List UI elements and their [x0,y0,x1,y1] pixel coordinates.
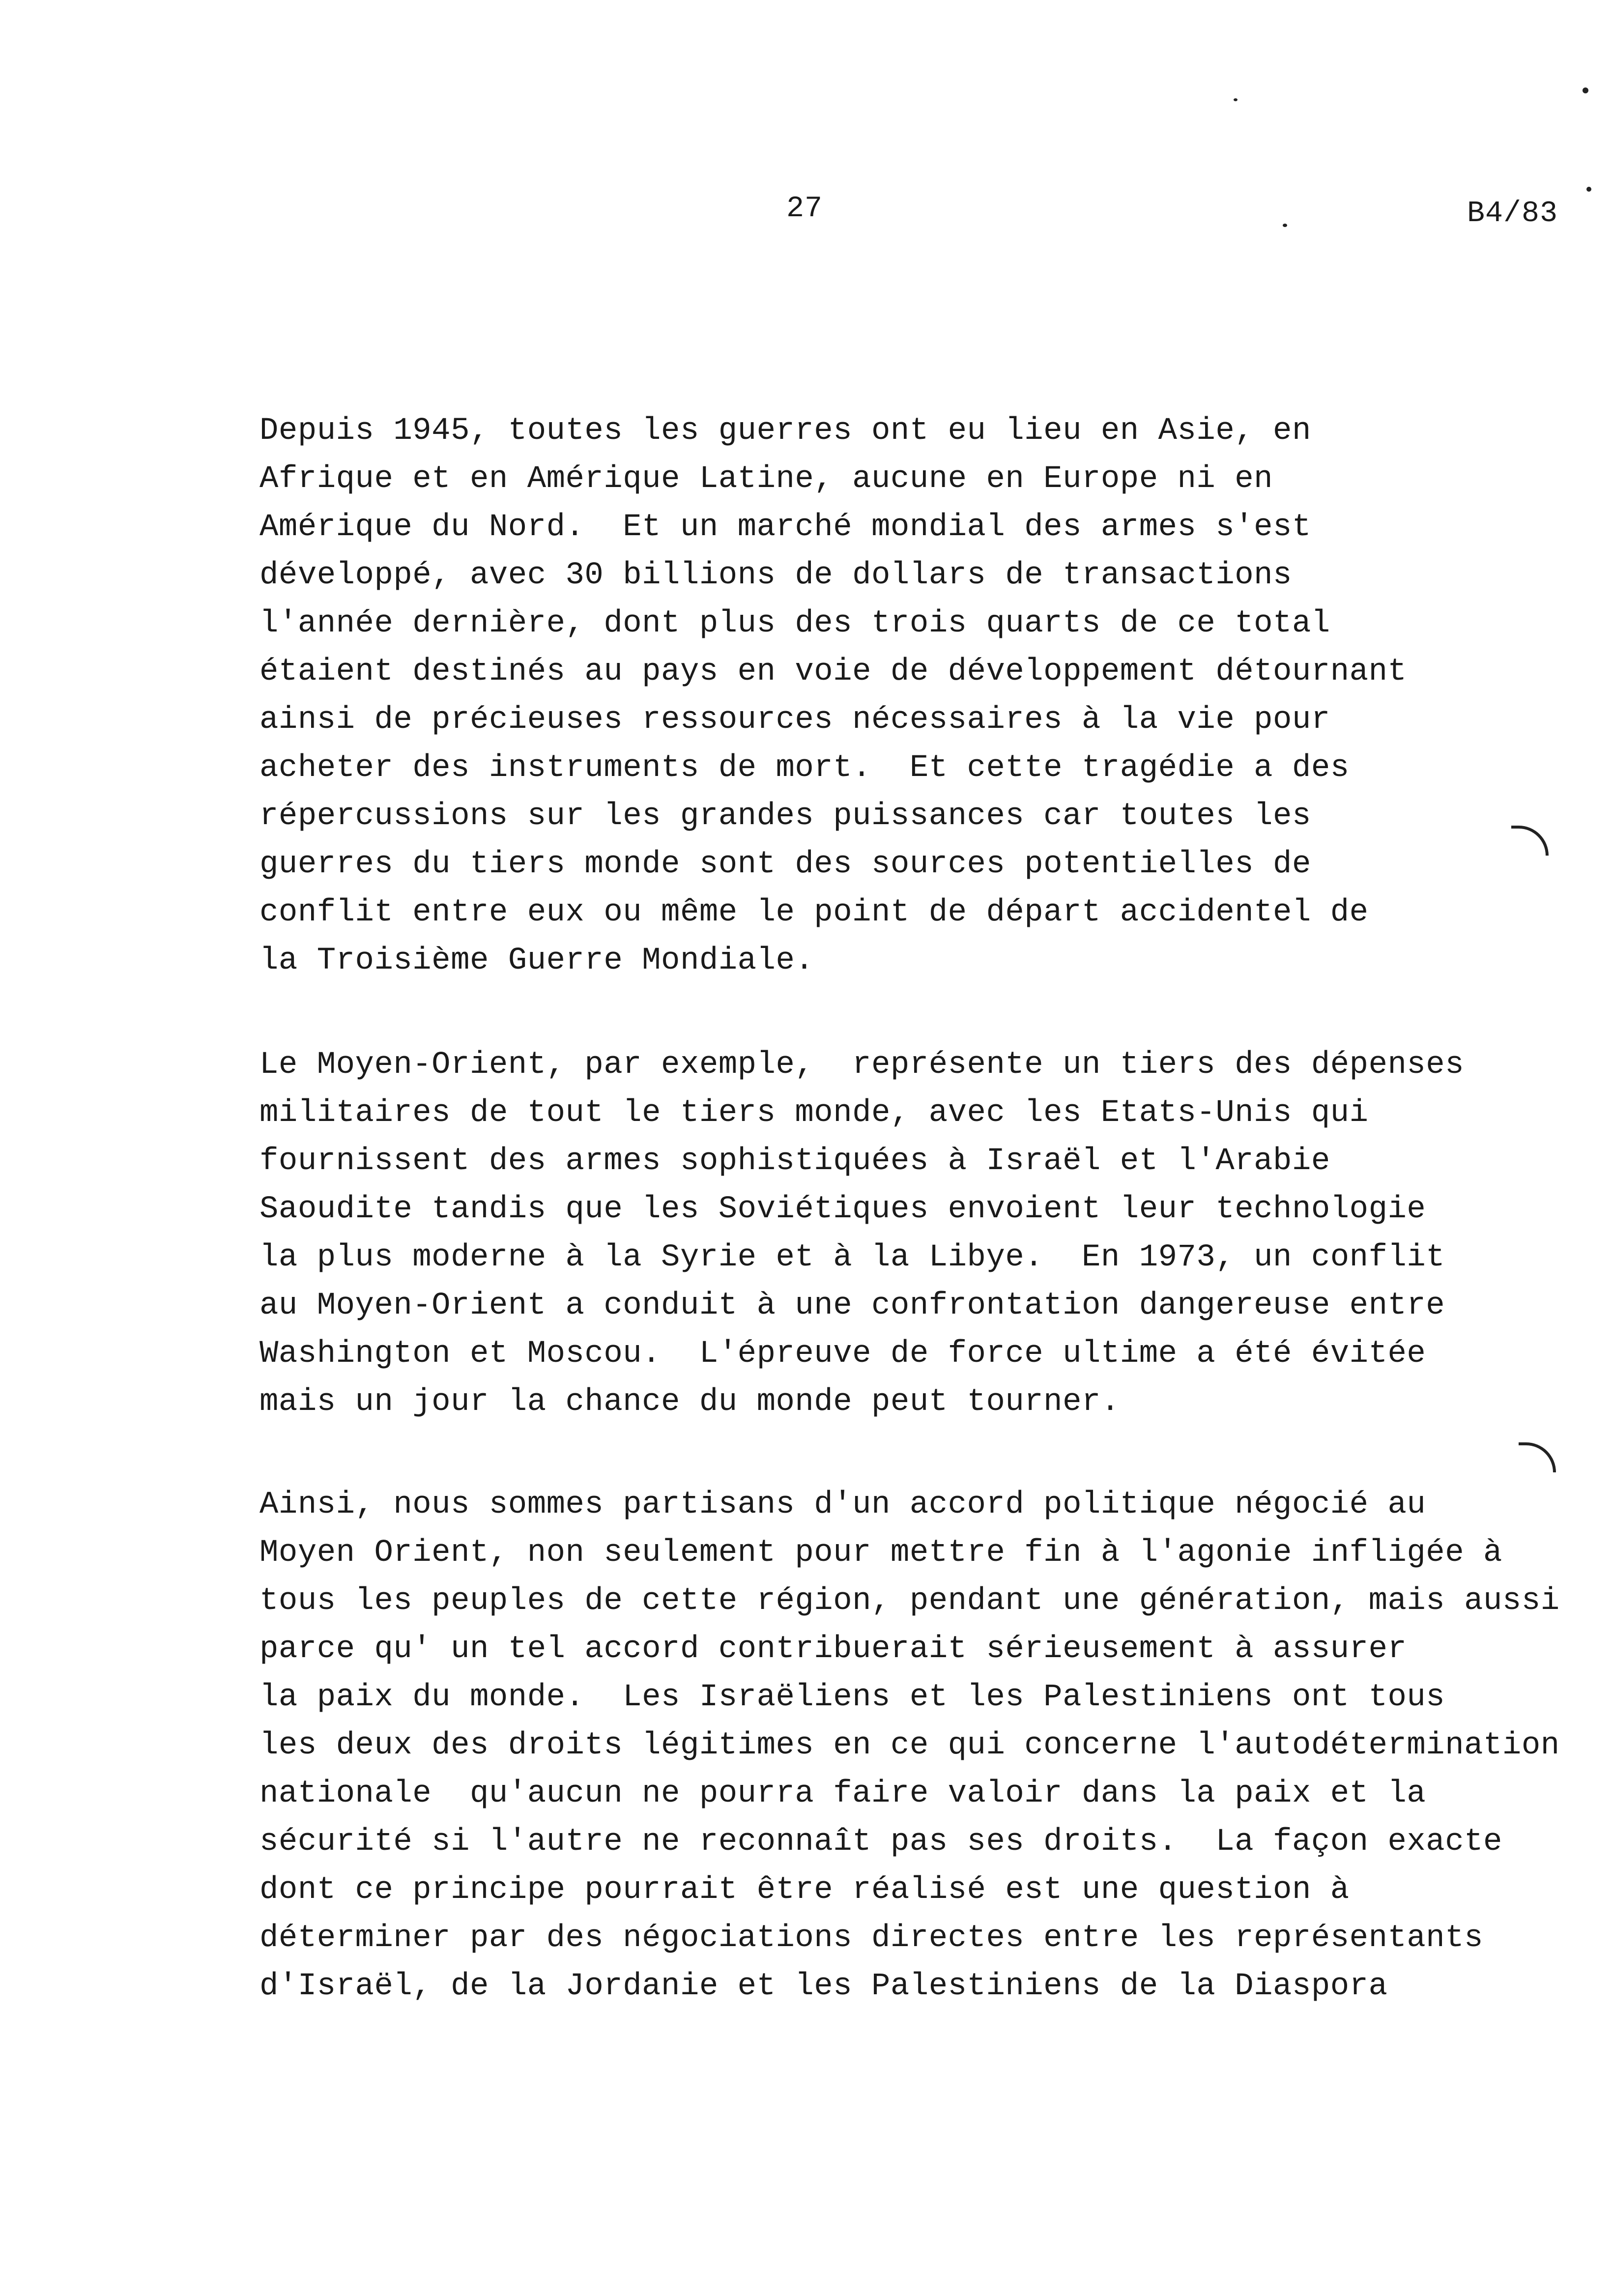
text-line: parce qu' un tel accord contribuerait sérieusement à assurer [259,1632,1407,1667]
scan-speck [1583,87,1588,93]
text-line: dont ce principe pourrait être réalisé est une question à [259,1872,1350,1908]
text-line: mais un jour la chance du monde peut tourner. [259,1384,1120,1420]
text-line: Afrique et en Amérique Latine, aucune en Europe ni en [259,461,1273,497]
document-reference: B4/83 [1467,197,1558,230]
text-line: l'année dernière, dont plus des trois quarts de ce total [259,606,1330,641]
text-line: développé, avec 30 billions de dollars de transactions [259,558,1292,593]
text-line: au Moyen-Orient a conduit à une confrontation dangereuse entre [259,1288,1445,1323]
text-line: Le Moyen-Orient, par exemple, représente un tiers des dépenses [259,1047,1465,1083]
text-line: la Troisième Guerre Mondiale. [259,943,814,978]
text-line: Saoudite tandis que les Soviétiques envoient leur technologie [259,1192,1426,1227]
margin-bracket-mark [1519,1442,1556,1472]
text-line: Ainsi, nous sommes partisans d'un accord politique négocié au [259,1487,1426,1522]
text-line: ainsi de précieuses ressources nécessaires à la vie pour [259,702,1330,738]
scan-speck [1586,187,1591,192]
page-number: 27 [786,192,823,226]
text-line: d'Israël, de la Jordanie et les Palestiniens de la Diaspora [259,1969,1388,2004]
text-line: Moyen Orient, non seulement pour mettre fin à l'agonie infligée à [259,1535,1502,1571]
paragraph-3 [259,1481,1596,2010]
paragraph-2 [259,1041,1596,1426]
scan-speck [1234,98,1238,101]
text-line: déterminer par des négociations directes entre les représentants [259,1921,1483,1956]
paragraph-1 [259,407,1596,985]
text-line: Depuis 1945, toutes les guerres ont eu lieu en Asie, en [259,413,1311,449]
text-line: la plus moderne à la Syrie et à la Libye. En 1973, un conflit [259,1240,1445,1275]
text-line: Washington et Moscou. L'épreuve de force ultime a été évitée [259,1336,1426,1372]
text-line: répercussions sur les grandes puissances car toutes les [259,799,1311,834]
text-line: acheter des instruments de mort. Et cette tragédie a des [259,750,1350,786]
text-line: Amérique du Nord. Et un marché mondial des armes s'est [259,510,1311,545]
text-line: nationale qu'aucun ne pourra faire valoir dans la paix et la [259,1776,1426,1811]
text-line: guerres du tiers monde sont des sources potentielles de [259,847,1311,882]
text-line: conflit entre eux ou même le point de départ accidentel de [259,895,1369,930]
scan-speck [1283,224,1287,227]
text-line: la paix du monde. Les Israëliens et les Palestiniens ont tous [259,1680,1445,1715]
text-line: tous les peuples de cette région, pendant une génération, mais aussi [259,1583,1560,1619]
text-line: étaient destinés au pays en voie de développement détournant [259,654,1407,689]
text-line: les deux des droits légitimes en ce qui concerne l'autodétermination [259,1728,1560,1763]
text-line: militaires de tout le tiers monde, avec les Etats-Unis qui [259,1095,1369,1131]
text-line: sécurité si l'autre ne reconnaît pas ses droits. La façon exacte [259,1824,1502,1860]
text-line: fournissent des armes sophistiquées à Israël et l'Arabie [259,1144,1330,1179]
